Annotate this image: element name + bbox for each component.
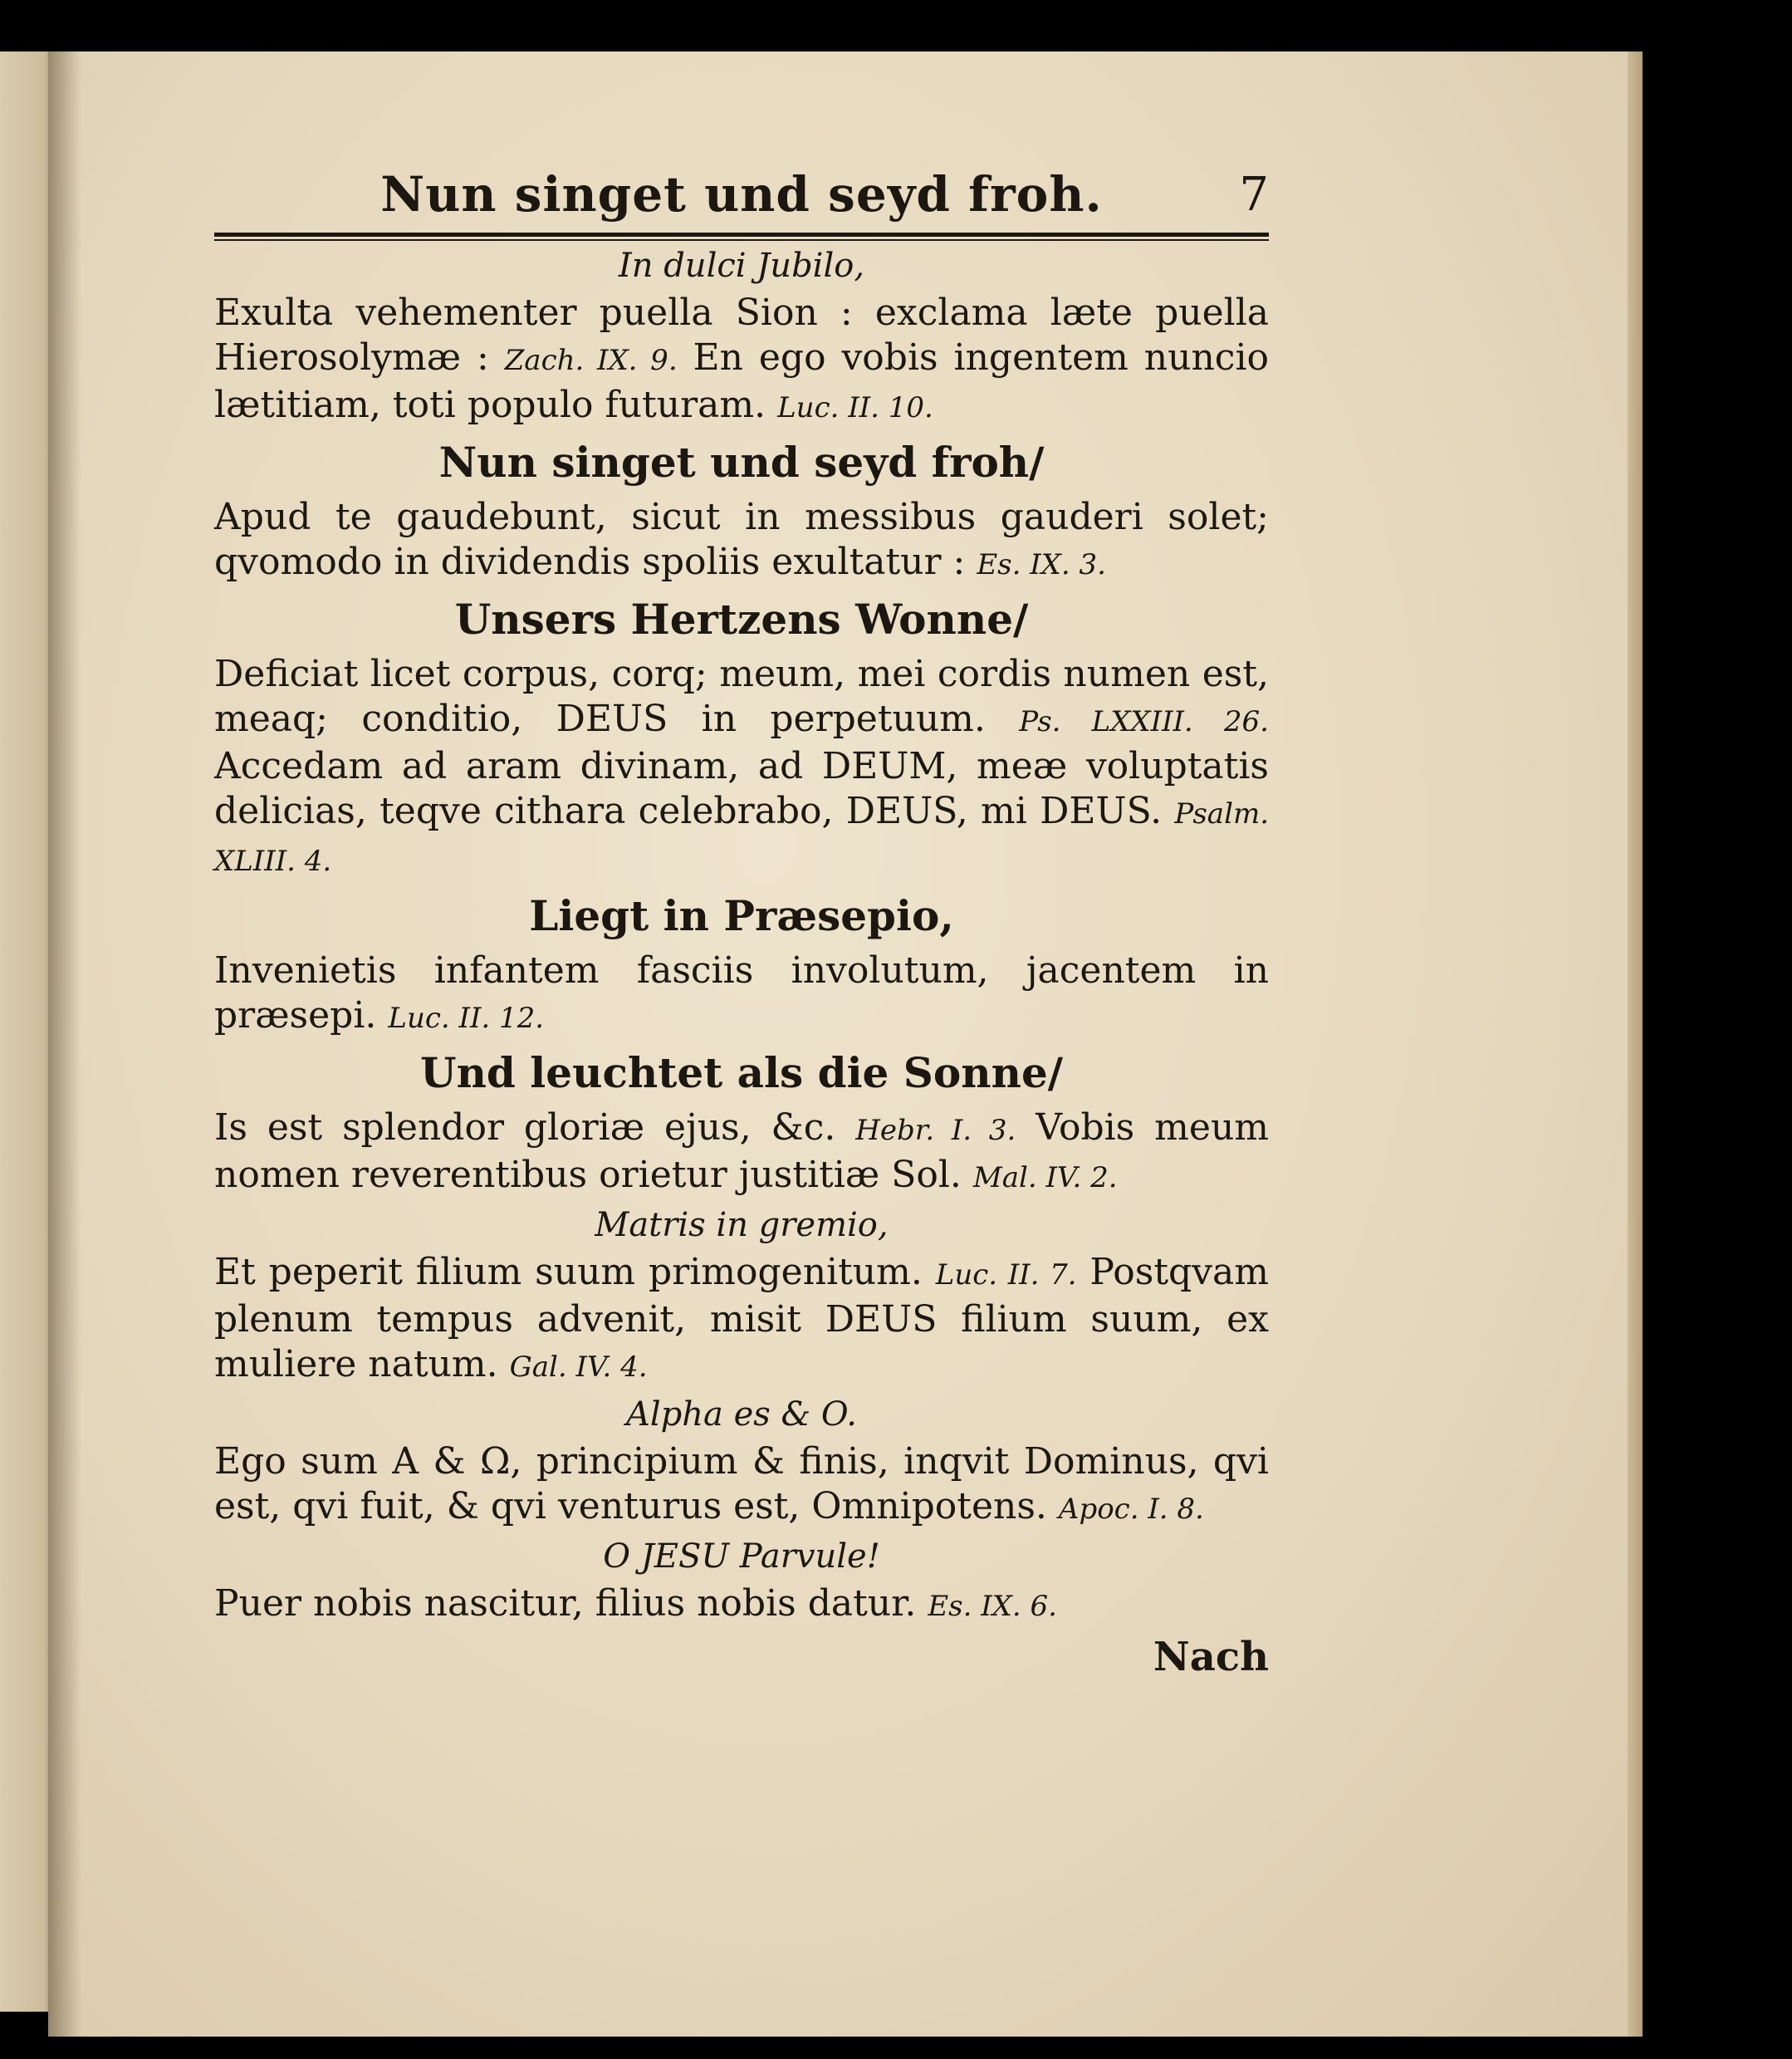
scripture-reference: Zach. IX. 9.	[504, 344, 678, 377]
scripture-reference: Psalm. XLIII. 4.	[214, 797, 1269, 878]
verse-text: Et peperit filium suum primogenitum.	[214, 1251, 936, 1293]
section-text	[214, 949, 1269, 1041]
catchword: Nach	[1153, 1634, 1269, 1680]
section	[214, 430, 1269, 587]
section	[214, 1532, 1269, 1629]
section-heading: Matris in gremio,	[595, 1206, 889, 1244]
section-heading: Unsers Hertzens Wonne/	[454, 595, 1029, 644]
scripture-reference: Luc. II. 10.	[777, 391, 933, 424]
section	[214, 1200, 1269, 1390]
running-head	[214, 166, 1269, 241]
verse-text: Exulta vehementer puella Sion : exclama læte puella Hierosolymæ :	[214, 292, 1269, 379]
verse-text: Accedam ad aram divinam, ad DEUM, meæ voluptatis delicias, teqve cithara celebrabo, DEUS, mi DEUS.	[214, 745, 1269, 832]
page-text-block	[214, 166, 1269, 1682]
section	[214, 241, 1269, 430]
section-text	[214, 495, 1269, 587]
section-heading: Und leuchtet als die Sonne/	[419, 1048, 1064, 1097]
section	[214, 1041, 1269, 1200]
verse-text: Puer nobis nascitur, filius nobis datur.	[214, 1582, 928, 1625]
scripture-reference: Ps. LXXIII. 26.	[1019, 705, 1269, 738]
verse-text: Deficiat licet corpus, corq; meum, mei cordis numen est, meaq; conditio, DEUS in perpetuum.	[214, 653, 1269, 740]
section	[214, 587, 1269, 884]
verse-text: Vobis meum nomen reverentibus orietur justitiæ Sol.	[214, 1106, 1270, 1196]
scripture-reference: Hebr. I. 3.	[855, 1114, 1016, 1147]
section-heading: Alpha es & O.	[625, 1395, 857, 1434]
scripture-reference: Apoc. I. 8.	[1058, 1493, 1204, 1526]
verse-text: Is est splendor gloriæ ejus, &c.	[214, 1106, 856, 1149]
verse-text: Ego sum A & Ω, principium & finis, inqvit Dominus, qvi est, qvi fuit, & qvi venturus est, Omnipotens.	[214, 1440, 1269, 1527]
scripture-reference: Es. IX. 3.	[977, 548, 1106, 581]
scripture-reference: Mal. IV. 2.	[972, 1161, 1118, 1194]
section-text	[214, 1250, 1269, 1390]
verse-text: Postqvam plenum tempus advenit, misit DEUS filium suum, ex muliere natum.	[214, 1251, 1269, 1385]
section-heading: Liegt in Præsepio,	[529, 891, 954, 940]
section-text	[214, 1105, 1269, 1200]
section-text	[214, 652, 1269, 884]
page-gutter	[48, 51, 81, 2037]
scripture-reference: Es. IX. 6.	[928, 1590, 1057, 1623]
running-head-title: Nun singet und seyd froh.	[380, 166, 1103, 223]
section-heading: In dulci Jubilo,	[618, 247, 865, 285]
scripture-reference: Gal. IV. 4.	[509, 1351, 648, 1384]
head-rule	[214, 233, 1269, 237]
section-text	[214, 1581, 1269, 1629]
verse-text: Invenietis infantem fasciis involutum, jacentem in præsepi.	[214, 949, 1269, 1037]
page-number: 7	[1239, 168, 1269, 222]
section	[214, 884, 1269, 1041]
verse-text: Apud te gaudebunt, sicut in messibus gauderi solet; qvomodo in dividendis spoliis exultatur :	[214, 496, 1269, 583]
section	[214, 1390, 1269, 1532]
scripture-reference: Luc. II. 12.	[388, 1002, 545, 1035]
section-heading: O JESU Parvule!	[603, 1537, 880, 1576]
section-text	[214, 291, 1269, 430]
section-heading: Nun singet und seyd froh/	[438, 438, 1045, 487]
scripture-reference: Luc. II. 7.	[935, 1258, 1077, 1292]
section-text	[214, 1439, 1269, 1532]
verse-text: En ego vobis ingentem nuncio lætitiam, toti populo futuram.	[214, 336, 1270, 426]
page-fore-edge	[1628, 51, 1643, 2037]
